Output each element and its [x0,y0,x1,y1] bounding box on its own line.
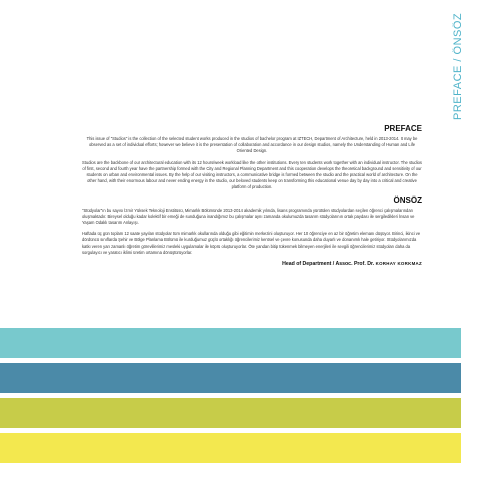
color-band-yellow [0,433,461,463]
signature-role: Head of Department / Assoc. Prof. Dr. [282,261,375,268]
onsoz-paragraph-2: Haftada üç gün toplam 12 saate yayılan stüdyolar tüm mimarlık okullarında olduğu gibi eğitimin merkezini oluşturuyor. Her 10 öğrenciye en az bir öğretim elemanı düşüyor. Birinci, ikinci ve dördüncü sınıflarda Şehir ve Bölge Planlama Bölümü ile kurduğumuz güçlü ortaklığı öğrencilerimiz kentsel ve çevre konusunda daha duyarlı ve donanımlı hale getiriyor. Stüdyolarımızda katkı veren yarı zamanlı öğretim görevlilerimiz mesleki uygulamalar ile köprü oluşturuyorlar. Öte yandan bitip tükenmek bilmeyen enerjileri ile sevgili öğrencilerimiz stüdyoları daha da sorgulayıcı ve yaratıcı iklimi üretim ortamına dönüştürüyorlar. [82,231,421,255]
color-band-olive [0,398,461,428]
onsoz-paragraph-1: "Stüdyolar"ın bu sayısı İzmir Yüksek Teknoloji Enstitüsü, Mimarlık Bölümünde 2013-2014 akademik yılında, lisans programında yürütülen stüdyolardan seçilen öğrenci çalışmalarından oluşmaktadır. Bireysel olduğu kadar kolektif bir emeği de sunduğuna inandığımız bu çalışmalar aynı zamanda okulumuzda tasarım stüdyolarının ortak paydası ile sergiledikleri İnsan ve Yaşam Odaklı tasarım Anlayışı. [82,207,415,226]
preface-heading: PREFACE [384,124,422,133]
preface-paragraph-2: Studios are the backbone of our architectural education with its 12 hours/week workload like the other institutions. Every ten students work together with an individual instructor. The studios of first, second and fourth year have the partnership formed with the City and Regional Planning Department and this cooperation develops the theoretical background and sensitivity of our students on urban and environmental issues. By the help of our visiting instructors, a communicative bridge is formed between the studio and the practical world of architecture. On the other hand, with their enormous labour and never ending energy in the studio, our beloved students keep on transforming this educational venue day by day into a critical and creative platform of production. [82,159,422,190]
preface-paragraph-1: This issue of "Studios" is the collection of the selected student works produced in the studios of bachelor program at IZTECH, Department of Architecture, held in 2013-2014. It may be observed as a set of individual efforts; however we believe it is the presentation of collaboration and accordance in our design studios, namely the Understanding of Human and Life Oriented Design. [86,136,418,154]
color-band-blue [0,363,461,393]
side-title: PREFACE / ÖNSÖZ [452,12,464,120]
onsoz-heading: ÖNSÖZ [393,195,422,205]
signature [82,261,422,267]
text-column [82,124,422,267]
signature-name: KORHAY KORKMAZ [375,261,422,267]
color-band-teal [0,328,461,358]
